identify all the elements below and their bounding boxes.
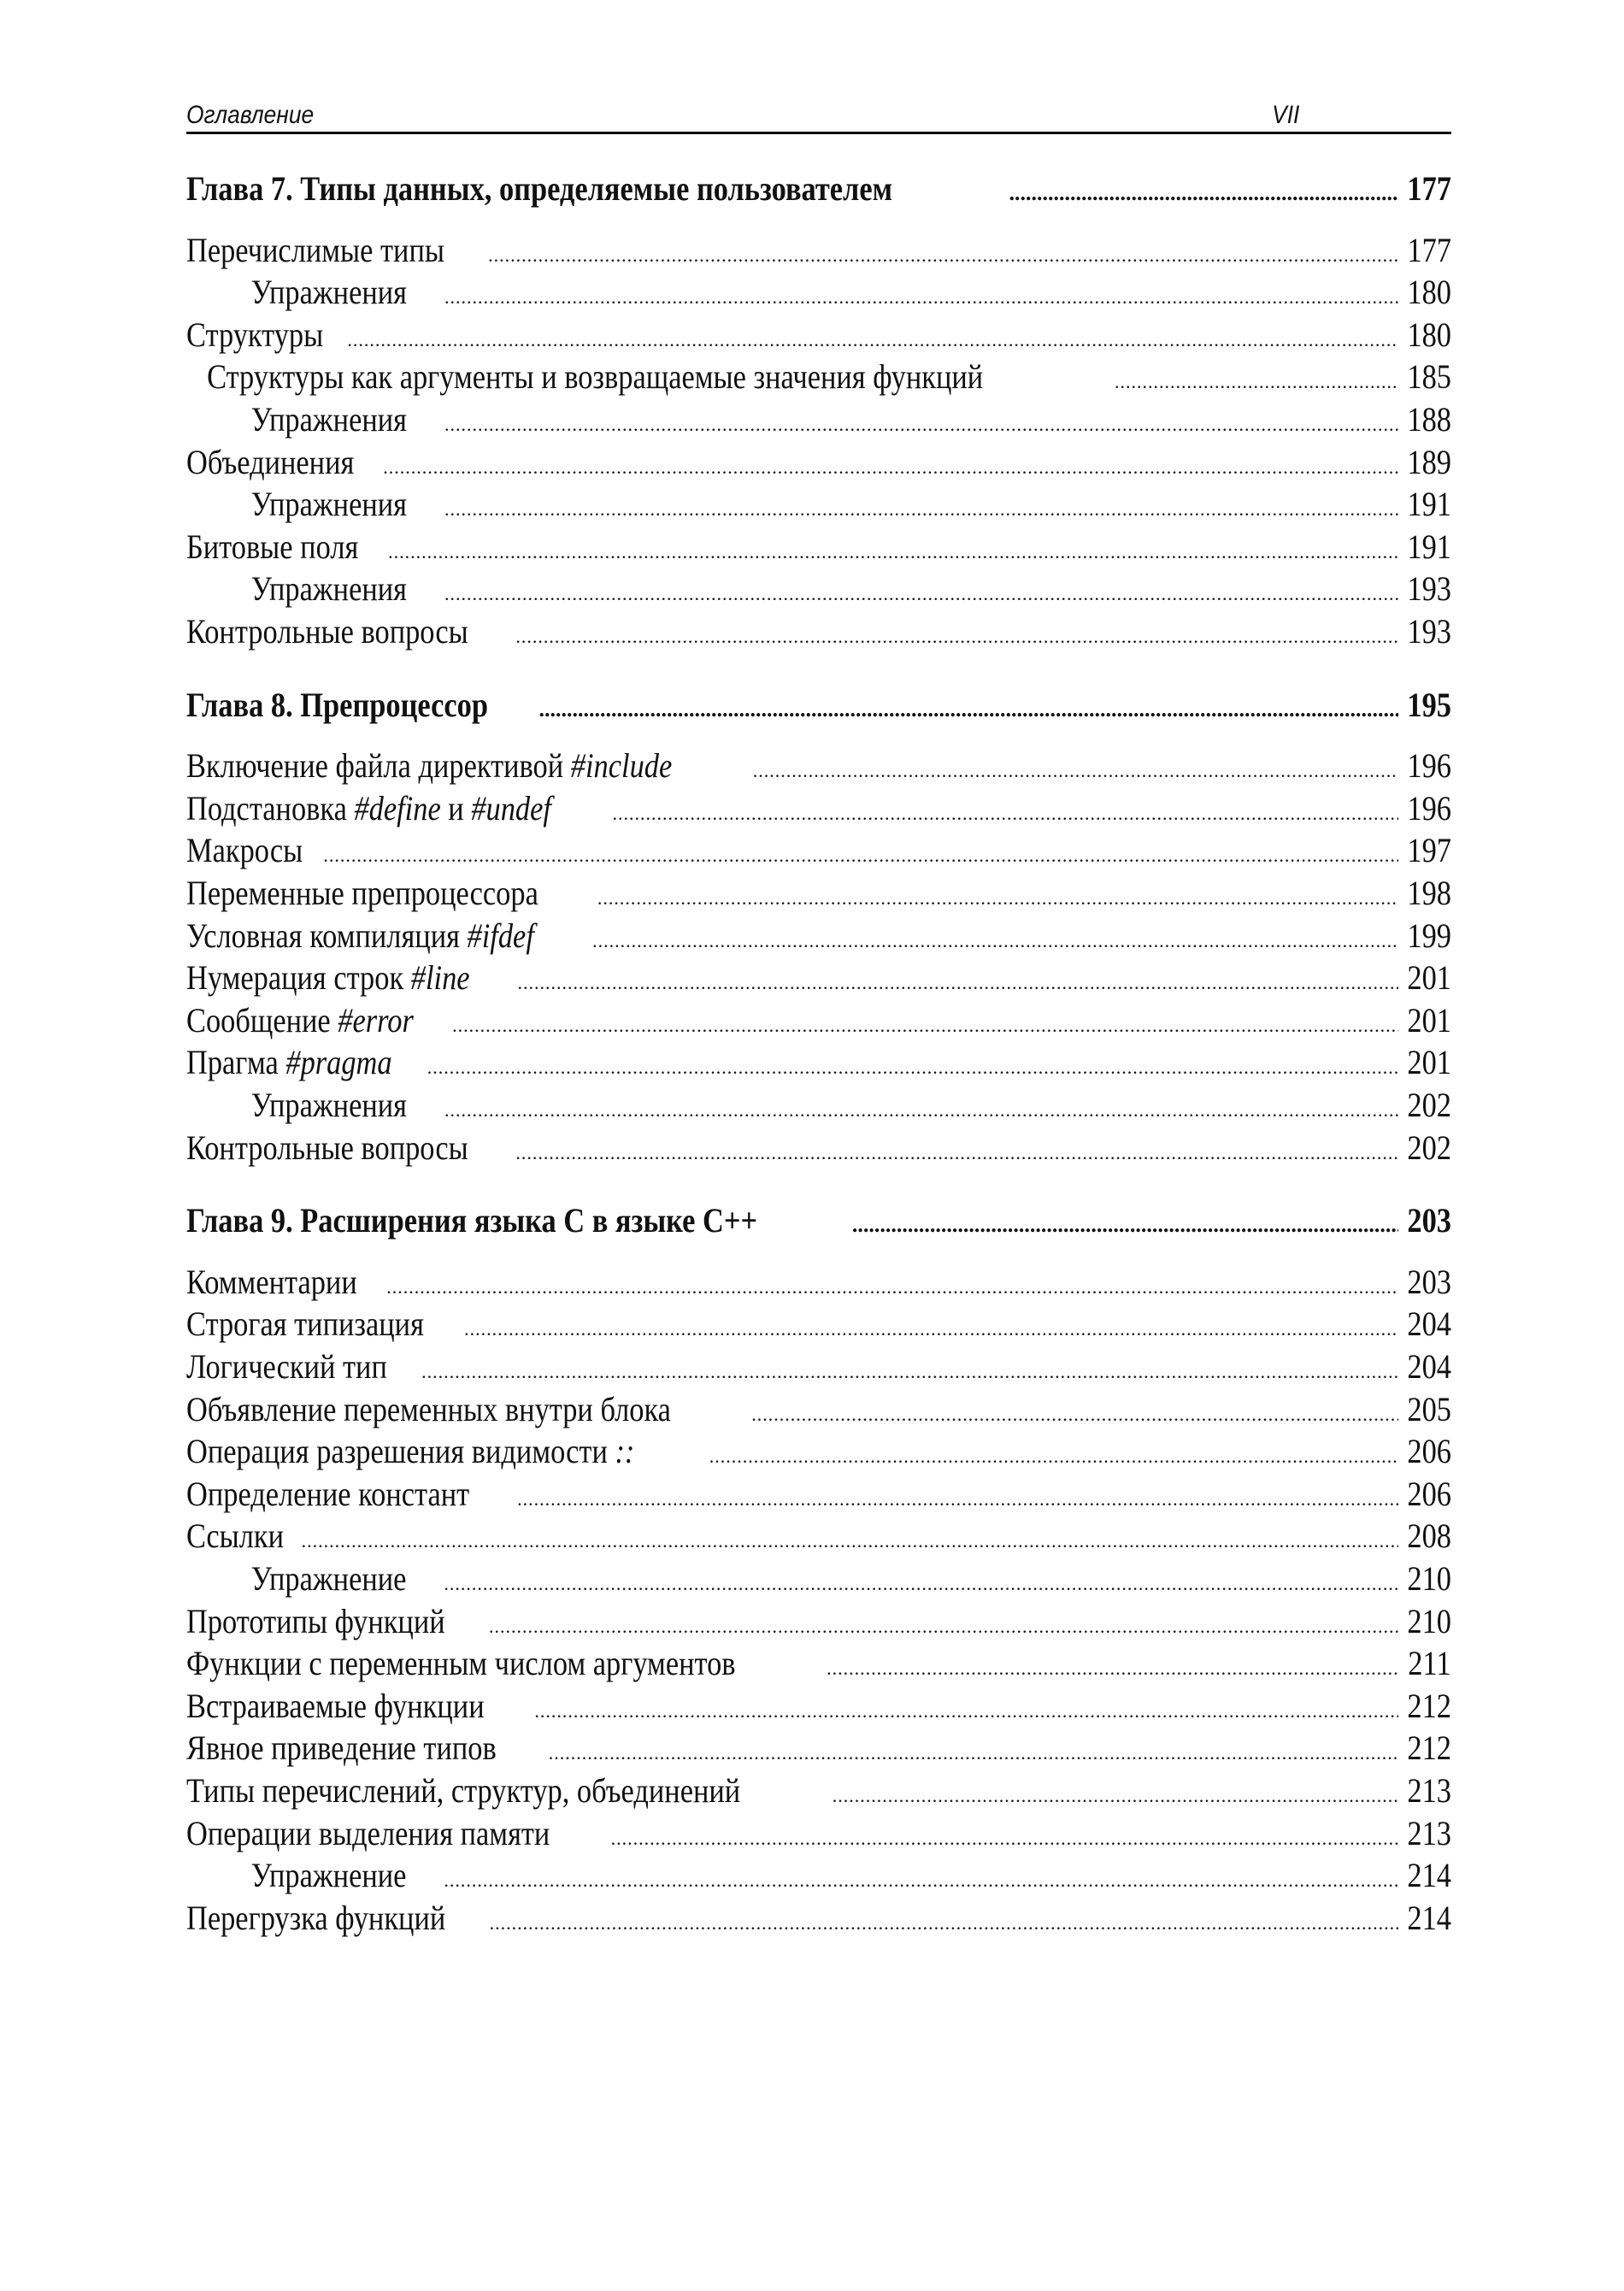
- dot-leader: [597, 877, 1398, 920]
- toc-chapter-row[interactable]: [186, 1199, 1451, 1242]
- dot-leader: [490, 1902, 1398, 1945]
- page-number: 177: [1407, 169, 1451, 208]
- entry-title: [186, 829, 303, 872]
- entry-title-text: Контрольные вопросы: [186, 1128, 468, 1167]
- entry-title-text: Логический тип: [186, 1347, 387, 1386]
- page-number: 210: [1407, 1601, 1451, 1640]
- toc-entry-row[interactable]: [186, 1770, 1451, 1812]
- toc-entry-row[interactable]: [186, 398, 1451, 441]
- dot-leader: [302, 1520, 1398, 1563]
- entry-title: [186, 1473, 469, 1516]
- dot-leader: [612, 792, 1398, 835]
- entry-title-text: Битовые поля: [186, 527, 359, 566]
- page-number: 201: [1407, 958, 1451, 998]
- entry-title: [186, 999, 414, 1042]
- page-number: 191: [1407, 527, 1451, 566]
- toc-entry-row[interactable]: [186, 872, 1451, 915]
- entry-title: [186, 483, 407, 526]
- page-number: 210: [1407, 1559, 1451, 1598]
- toc-entry-row[interactable]: [186, 1041, 1451, 1084]
- dot-leader: [538, 688, 1398, 731]
- entry-title: [186, 398, 407, 441]
- running-header-page-number: VII: [1272, 101, 1300, 129]
- entry-title-text: Упражнения: [250, 569, 407, 609]
- entry-title: [186, 1430, 634, 1473]
- toc-entry-row[interactable]: [186, 745, 1451, 787]
- entry-title: [186, 1041, 392, 1084]
- page-number: 213: [1407, 1771, 1451, 1810]
- dot-leader: [488, 234, 1398, 277]
- dot-leader: [592, 920, 1398, 963]
- entry-title-text: Макросы: [186, 831, 303, 870]
- entry-title: [186, 1600, 445, 1643]
- dot-leader: [518, 962, 1398, 1004]
- toc-entry-row[interactable]: [186, 229, 1451, 272]
- entry-title: [186, 1642, 736, 1685]
- toc-entry-row[interactable]: [186, 526, 1451, 568]
- entry-title-text: и: [440, 788, 472, 827]
- entry-title-text: Глава 8. Препроцессор: [186, 685, 488, 724]
- entry-title-text: Явное приведение типов: [186, 1729, 497, 1768]
- entry-title-text: Упражнения: [250, 273, 407, 312]
- entry-code-text: #ifdef: [467, 916, 534, 955]
- dot-leader: [833, 1775, 1398, 1817]
- toc-entry-row[interactable]: [186, 314, 1451, 356]
- dot-leader: [852, 1204, 1398, 1246]
- page-number: 204: [1407, 1347, 1451, 1386]
- entry-title-text: Сообщение: [186, 1000, 338, 1039]
- page-number: 189: [1407, 442, 1451, 481]
- page-number: 193: [1407, 569, 1451, 609]
- toc-entry-row[interactable]: [186, 1346, 1451, 1388]
- entry-title-text: Условная компиляция: [186, 916, 468, 955]
- entry-title: [186, 1770, 740, 1812]
- toc-entry-row[interactable]: [186, 610, 1451, 653]
- entry-code-text: #error: [338, 1000, 414, 1039]
- dot-leader: [1115, 361, 1398, 403]
- entry-title-text: Операция разрешения видимости: [186, 1432, 615, 1471]
- dot-leader: [444, 1563, 1398, 1605]
- dot-leader: [611, 1817, 1398, 1860]
- entry-code-text: #pragma: [285, 1043, 392, 1082]
- entry-title: [186, 915, 534, 957]
- entry-title: [186, 1127, 468, 1169]
- entry-code-text: #define: [354, 788, 441, 827]
- page-number: 191: [1407, 485, 1451, 524]
- entry-title: [186, 356, 983, 398]
- entry-title-text: Функции с переменным числом аргументов: [186, 1644, 736, 1683]
- entry-title: [186, 1558, 406, 1600]
- toc-entry-row[interactable]: [186, 1261, 1451, 1304]
- toc-chapter-row[interactable]: [186, 684, 1451, 727]
- page-number: 202: [1407, 1128, 1451, 1167]
- chapter-title: [186, 684, 488, 727]
- entry-title: [186, 1897, 445, 1940]
- dot-leader: [709, 1435, 1398, 1478]
- toc-entry-row[interactable]: [186, 483, 1451, 526]
- entry-title: [186, 314, 323, 356]
- running-header: [186, 92, 1299, 128]
- dot-leader: [489, 1605, 1398, 1648]
- entry-title: [186, 229, 444, 272]
- entry-title-text: Строгая типизация: [186, 1305, 424, 1344]
- page-number: 203: [1407, 1262, 1451, 1301]
- page-number: 177: [1407, 230, 1451, 269]
- entry-title: [186, 787, 551, 830]
- entry-title-text: Операции выделения памяти: [186, 1813, 550, 1852]
- entry-title-text: Структуры: [186, 315, 324, 354]
- chapter-title: [186, 168, 892, 210]
- toc-entry-row[interactable]: [186, 999, 1451, 1042]
- entry-title-text: Глава 9. Расширения языка С в языке С++: [186, 1201, 758, 1240]
- page-number: 204: [1407, 1305, 1451, 1344]
- toc-entry-row[interactable]: [186, 568, 1451, 610]
- entry-code-text: ::: [615, 1432, 635, 1471]
- entry-title-text: Прототипы функций: [186, 1601, 445, 1640]
- entry-title: [186, 1727, 497, 1770]
- toc-entry-row[interactable]: [186, 441, 1451, 484]
- toc-entry-row[interactable]: [186, 1812, 1451, 1855]
- chapter-title: [186, 1199, 757, 1242]
- page-number: 212: [1407, 1686, 1451, 1725]
- toc-entry-row[interactable]: [186, 829, 1451, 872]
- entry-title-text: Типы перечислений, структур, объединений: [186, 1771, 741, 1810]
- entry-title-text: Объявление переменных внутри блока: [186, 1389, 671, 1428]
- dot-leader: [827, 1647, 1399, 1690]
- page-number: 213: [1407, 1813, 1451, 1852]
- dot-leader: [444, 403, 1398, 446]
- entry-code-text: #include: [570, 746, 673, 786]
- page-number: 199: [1407, 916, 1451, 955]
- entry-title-text: Упражнения: [250, 485, 407, 524]
- dot-leader: [444, 276, 1398, 319]
- page-number: 196: [1407, 788, 1451, 827]
- toc-entry-row[interactable]: [186, 1897, 1451, 1940]
- page-number: 208: [1407, 1517, 1451, 1556]
- entry-title: [186, 568, 407, 610]
- toc-chapter-row[interactable]: [186, 168, 1451, 210]
- toc-entry-row[interactable]: [186, 915, 1451, 957]
- entry-title: [186, 745, 672, 787]
- entry-title-text: Упражнения: [250, 400, 407, 439]
- dot-leader: [464, 1308, 1398, 1351]
- entry-title-text: Контрольные вопросы: [186, 612, 468, 651]
- toc-entry-row[interactable]: [186, 1303, 1451, 1346]
- toc-entry-row[interactable]: [186, 1727, 1451, 1770]
- dot-leader: [452, 1004, 1398, 1047]
- page-number: 205: [1407, 1389, 1451, 1428]
- dot-leader: [386, 1266, 1398, 1309]
- toc-entry-row[interactable]: [186, 356, 1451, 398]
- page-number: 212: [1407, 1729, 1451, 1768]
- entry-title: [186, 1685, 485, 1728]
- dot-leader: [549, 1732, 1398, 1775]
- toc-entry-row[interactable]: [186, 957, 1451, 999]
- page-number: 201: [1407, 1043, 1451, 1082]
- page-number: 206: [1407, 1432, 1451, 1471]
- dot-leader: [444, 1089, 1398, 1132]
- entry-title-text: Определение констант: [186, 1474, 470, 1513]
- page-number: 193: [1407, 612, 1451, 651]
- entry-title-text: Упражнение: [250, 1559, 407, 1598]
- entry-title: [186, 526, 358, 568]
- page-number: 185: [1407, 357, 1451, 397]
- dot-leader: [751, 1393, 1398, 1436]
- toc-entry-row[interactable]: [186, 1685, 1451, 1728]
- toc-entry-row[interactable]: [186, 1430, 1451, 1473]
- dot-leader: [444, 1859, 1398, 1902]
- running-header-title: Оглавление: [186, 101, 315, 129]
- entry-title-text: Перегрузка функций: [186, 1898, 446, 1937]
- entry-title: [186, 1261, 357, 1304]
- entry-title-text: Объединения: [186, 442, 355, 481]
- page-number: 214: [1407, 1898, 1451, 1937]
- dot-leader: [753, 750, 1398, 792]
- entry-title: [186, 872, 538, 915]
- toc-entry-row[interactable]: [186, 1642, 1451, 1685]
- dot-leader: [1009, 172, 1399, 215]
- entry-title-text: Комментарии: [186, 1262, 357, 1301]
- entry-title: [186, 1812, 550, 1855]
- dot-leader: [421, 1351, 1398, 1393]
- toc-entry-row[interactable]: [186, 787, 1451, 830]
- header-rule: [186, 132, 1451, 134]
- entry-title-text: Структуры как аргументы и возвращаемые значения функций: [207, 357, 984, 397]
- entry-title-text: Встраиваемые функции: [186, 1686, 485, 1725]
- page-number: 214: [1407, 1856, 1451, 1895]
- entry-code-text: #line: [410, 958, 470, 998]
- toc-entry-row[interactable]: [186, 1854, 1451, 1897]
- page-number: 195: [1407, 685, 1451, 724]
- dot-leader: [388, 531, 1398, 574]
- entry-title: [186, 957, 470, 999]
- entry-title-text: Упражнения: [250, 1086, 407, 1124]
- page-number: 196: [1407, 746, 1451, 786]
- dot-leader: [444, 488, 1398, 531]
- page-number: 211: [1408, 1644, 1451, 1683]
- entry-title: [186, 1303, 424, 1346]
- entry-title-text: Нумерация строк: [186, 958, 411, 998]
- toc-entry-row[interactable]: [186, 1127, 1451, 1169]
- dot-leader: [515, 1132, 1398, 1175]
- entry-title: [186, 441, 354, 484]
- entry-title: [186, 610, 468, 653]
- page-number: 198: [1407, 874, 1451, 912]
- toc-entry-row[interactable]: [186, 1084, 1451, 1127]
- toc-entry-row[interactable]: [186, 1515, 1451, 1558]
- entry-title-text: Подстановка: [186, 788, 355, 827]
- dot-leader: [517, 1478, 1398, 1521]
- entry-title-text: Перечислимые типы: [186, 230, 444, 269]
- dot-leader: [427, 1046, 1398, 1089]
- toc-entry-row[interactable]: [186, 1388, 1451, 1431]
- entry-title: [186, 1346, 387, 1388]
- toc-entry-row[interactable]: [186, 1558, 1451, 1600]
- dot-leader: [383, 446, 1398, 489]
- toc-entry-row[interactable]: [186, 1473, 1451, 1516]
- entry-code-text: #undef: [471, 788, 551, 827]
- entry-title-text: Ссылки: [186, 1517, 285, 1556]
- entry-title: [186, 271, 407, 314]
- page-number: 180: [1407, 273, 1451, 312]
- entry-title: [186, 1515, 284, 1558]
- dot-leader: [444, 573, 1398, 615]
- dot-leader: [515, 615, 1398, 658]
- page-number: 188: [1407, 400, 1451, 439]
- entry-title-text: Прагма: [186, 1043, 286, 1082]
- dot-leader: [347, 319, 1398, 362]
- dot-leader: [534, 1690, 1398, 1733]
- page-number: 197: [1407, 831, 1451, 870]
- entry-title: [186, 1388, 671, 1431]
- entry-title: [186, 1084, 407, 1127]
- page-number: 201: [1407, 1000, 1451, 1039]
- page-number: 180: [1407, 315, 1451, 354]
- entry-title-text: Глава 7. Типы данных, определяемые пользователем: [186, 169, 893, 208]
- entry-title-text: Включение файла директивой: [186, 746, 571, 786]
- entry-title-text: Переменные препроцессора: [186, 874, 538, 912]
- page-number: 203: [1407, 1201, 1451, 1240]
- entry-title: [186, 1854, 406, 1897]
- toc-entry-row[interactable]: [186, 1600, 1451, 1643]
- entry-title-text: Упражнение: [250, 1856, 407, 1895]
- dot-leader: [323, 834, 1398, 877]
- page-number: 202: [1407, 1086, 1451, 1124]
- toc-entry-row[interactable]: [186, 271, 1451, 314]
- page-number: 206: [1407, 1474, 1451, 1513]
